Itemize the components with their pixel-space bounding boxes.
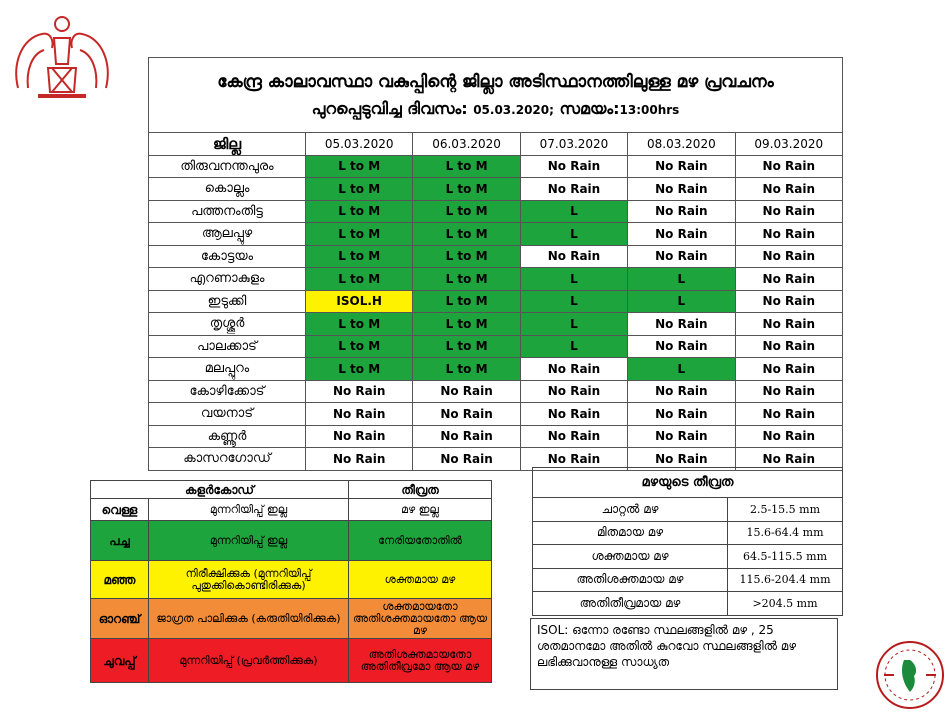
color-code-meaning: നിരീക്ഷിക്കുക (മുന്നറിയിപ്പ് പുതുക്കികൊണ്ടിരിക്കുക): [149, 561, 349, 599]
forecast-cell: L to M: [306, 155, 413, 178]
forecast-cell: L to M: [413, 290, 520, 313]
date-header: 08.03.2020: [628, 133, 735, 156]
district-forecast-panel: [148, 57, 843, 471]
forecast-row: [149, 268, 843, 291]
ksdma-logo: [874, 638, 946, 712]
rain-intensity-label: ചാറ്റൽ മഴ: [533, 498, 728, 522]
rain-intensity-row: [533, 568, 843, 592]
rain-intensity-range: 115.6-204.4 mm: [728, 568, 843, 592]
forecast-cell: L to M: [413, 155, 520, 178]
forecast-cell: No Rain: [735, 290, 842, 313]
forecast-cell: No Rain: [735, 335, 842, 358]
district-name: പത്തനംതിട്ട: [149, 200, 306, 223]
color-code-name: ചുവപ്പ്: [91, 639, 149, 683]
time-unit: hrs: [657, 103, 680, 117]
forecast-cell: No Rain: [628, 200, 735, 223]
rain-intensity-row: [533, 545, 843, 569]
forecast-cell: L: [628, 268, 735, 291]
forecast-subtitle: [149, 92, 842, 121]
date-header: 05.03.2020: [306, 133, 413, 156]
issued-label: പുറപ്പെടുവിച്ച ദിവസം:: [311, 99, 468, 118]
forecast-cell: No Rain: [735, 448, 842, 471]
forecast-cell: L to M: [306, 335, 413, 358]
forecast-row: [149, 155, 843, 178]
district-column-header: ജില്ല: [149, 133, 306, 156]
rain-intensity-range: 64.5-115.5 mm: [728, 545, 843, 569]
forecast-cell: No Rain: [628, 178, 735, 201]
forecast-cell: No Rain: [735, 425, 842, 448]
district-name: മലപ്പുറം: [149, 358, 306, 381]
color-code-row: [91, 499, 492, 521]
district-name: കാസറഗോഡ്: [149, 448, 306, 471]
color-code-intensity: ശക്തമായ മഴ: [349, 561, 492, 599]
forecast-cell: L to M: [413, 223, 520, 246]
forecast-row: [149, 425, 843, 448]
color-code-header: കളർകോഡ്: [91, 481, 349, 499]
color-code-intensity: ശക്തമായതോ അതിശക്തമായതോ ആയ മഴ: [349, 599, 492, 639]
forecast-cell: L to M: [413, 335, 520, 358]
date-header: 06.03.2020: [413, 133, 520, 156]
forecast-cell: L to M: [306, 245, 413, 268]
forecast-cell: No Rain: [520, 155, 627, 178]
color-code-row: [91, 561, 492, 599]
color-code-name: മഞ്ഞ: [91, 561, 149, 599]
district-name: കോഴിക്കോട്: [149, 380, 306, 403]
forecast-cell: L: [520, 223, 627, 246]
forecast-cell: No Rain: [306, 403, 413, 426]
district-name: പാലക്കാട്: [149, 335, 306, 358]
forecast-row: [149, 335, 843, 358]
forecast-cell: L to M: [413, 358, 520, 381]
district-name: കോട്ടയം: [149, 245, 306, 268]
forecast-cell: ISOL.H: [306, 290, 413, 313]
forecast-cell: No Rain: [520, 448, 627, 471]
forecast-cell: No Rain: [413, 403, 520, 426]
forecast-cell: L to M: [306, 358, 413, 381]
forecast-cell: No Rain: [520, 358, 627, 381]
forecast-cell: No Rain: [413, 380, 520, 403]
district-name: തൃശ്ശൂർ: [149, 313, 306, 336]
forecast-cell: No Rain: [735, 358, 842, 381]
forecast-cell: No Rain: [735, 268, 842, 291]
rain-intensity-range: 2.5-15.5 mm: [728, 498, 843, 522]
date-header: 07.03.2020: [520, 133, 627, 156]
forecast-cell: L to M: [413, 200, 520, 223]
forecast-cell: L to M: [413, 268, 520, 291]
forecast-cell: No Rain: [735, 313, 842, 336]
district-name: ഇടുക്കി: [149, 290, 306, 313]
forecast-row: [149, 223, 843, 246]
forecast-row: [149, 358, 843, 381]
district-name: വയനാട്: [149, 403, 306, 426]
district-name: ആലപ്പുഴ: [149, 223, 306, 246]
time-value: 13:00: [619, 103, 658, 117]
color-code-table: [90, 480, 492, 683]
district-name: എറണാകുളം: [149, 268, 306, 291]
forecast-cell: L to M: [306, 200, 413, 223]
forecast-row: [149, 245, 843, 268]
forecast-cell: L: [628, 290, 735, 313]
forecast-cell: No Rain: [735, 155, 842, 178]
forecast-cell: No Rain: [520, 380, 627, 403]
forecast-cell: L: [520, 313, 627, 336]
forecast-table: [148, 132, 843, 471]
color-code-intensity: അതിശക്തമായതോ അതിതീവ്രമോ ആയ മഴ: [349, 639, 492, 683]
color-code-row: [91, 639, 492, 683]
forecast-header: [148, 57, 843, 132]
forecast-cell: L: [628, 358, 735, 381]
rain-intensity-row: [533, 498, 843, 522]
forecast-cell: L: [520, 268, 627, 291]
forecast-table-body: [149, 155, 843, 470]
rain-intensity-row: [533, 592, 843, 616]
forecast-row: [149, 178, 843, 201]
color-code-row: [91, 599, 492, 639]
forecast-cell: No Rain: [520, 178, 627, 201]
rain-intensity-body: [533, 498, 843, 616]
forecast-cell: No Rain: [306, 425, 413, 448]
forecast-cell: L to M: [306, 223, 413, 246]
forecast-cell: No Rain: [628, 403, 735, 426]
forecast-cell: No Rain: [735, 223, 842, 246]
rain-intensity-header-row: [533, 468, 843, 498]
color-code-meaning: ജാഗ്രത പാലിക്കുക (കരുതിയിരിക്കുക): [149, 599, 349, 639]
district-name: തിരുവനന്തപുരം: [149, 155, 306, 178]
forecast-cell: No Rain: [306, 448, 413, 471]
rain-intensity-label: അതിശക്തമായ മഴ: [533, 568, 728, 592]
forecast-cell: No Rain: [413, 448, 520, 471]
forecast-cell: No Rain: [628, 335, 735, 358]
forecast-cell: L to M: [306, 268, 413, 291]
forecast-cell: No Rain: [735, 178, 842, 201]
kerala-emblem-logo: [8, 8, 116, 100]
forecast-cell: No Rain: [735, 380, 842, 403]
forecast-header-row: [149, 133, 843, 156]
forecast-cell: No Rain: [735, 200, 842, 223]
forecast-cell: L to M: [413, 178, 520, 201]
color-code-header-row: [91, 481, 492, 499]
color-code-intensity: മഴ ഇല്ല: [349, 499, 492, 521]
time-label: സമയം:: [559, 99, 620, 118]
forecast-cell: No Rain: [520, 245, 627, 268]
forecast-cell: L to M: [413, 313, 520, 336]
color-code-intensity: നേരിയതോതിൽ: [349, 521, 492, 561]
rain-intensity-label: മിതമായ മഴ: [533, 521, 728, 545]
forecast-cell: No Rain: [628, 448, 735, 471]
forecast-cell: No Rain: [628, 155, 735, 178]
forecast-cell: No Rain: [520, 403, 627, 426]
forecast-row: [149, 313, 843, 336]
forecast-cell: No Rain: [628, 245, 735, 268]
district-name: കൊല്ലം: [149, 178, 306, 201]
forecast-cell: L to M: [413, 245, 520, 268]
color-code-meaning: മുന്നറിയിപ്പ് (പ്രവർത്തിക്കുക): [149, 639, 349, 683]
color-code-meaning: മുന്നറിയിപ്പ് ഇല്ല: [149, 521, 349, 561]
rain-intensity-label: അതിതീവ്രമായ മഴ: [533, 592, 728, 616]
forecast-cell: No Rain: [628, 425, 735, 448]
district-name: കണ്ണൂർ: [149, 425, 306, 448]
rain-intensity-range: >204.5 mm: [728, 592, 843, 616]
forecast-cell: No Rain: [520, 425, 627, 448]
color-code-row: [91, 521, 492, 561]
rain-intensity-table: [532, 467, 843, 616]
forecast-row: [149, 380, 843, 403]
intensity-header: തീവ്രത: [349, 481, 492, 499]
forecast-cell: No Rain: [735, 245, 842, 268]
forecast-cell: L: [520, 290, 627, 313]
color-code-body: [91, 499, 492, 683]
forecast-cell: L: [520, 200, 627, 223]
rain-intensity-title: മഴയുടെ തീവ്രത: [533, 468, 843, 498]
forecast-cell: No Rain: [628, 313, 735, 336]
rain-intensity-row: [533, 521, 843, 545]
forecast-row: [149, 200, 843, 223]
color-code-meaning: മുന്നറിയിപ്പ് ഇല്ല: [149, 499, 349, 521]
forecast-title: കേന്ദ്ര കാലാവസ്ഥാ വകുപ്പിന്റെ ജില്ലാ അടിസ്ഥാനത്തിലുള്ള മഴ പ്രവചനം: [217, 72, 774, 92]
forecast-cell: No Rain: [735, 403, 842, 426]
rain-intensity-label: ശക്തമായ മഴ: [533, 545, 728, 569]
forecast-cell: No Rain: [628, 380, 735, 403]
color-code-name: വെള്ള: [91, 499, 149, 521]
isol-note: ISOL: ഒന്നോ രണ്ടോ സ്ഥലങ്ങളിൽ മഴ , 25 ശതമാനമോ അതിൽ കുറവോ സ്ഥലങ്ങളിൽ മഴ ലഭിക്കുവാനുള്ള സാധ്യത: [530, 618, 838, 690]
forecast-cell: L to M: [306, 313, 413, 336]
color-code-name: പച്ച: [91, 521, 149, 561]
forecast-row: [149, 290, 843, 313]
forecast-cell: No Rain: [628, 223, 735, 246]
date-header: 09.03.2020: [735, 133, 842, 156]
forecast-cell: L to M: [306, 178, 413, 201]
color-code-name: ഓറഞ്ച്: [91, 599, 149, 639]
forecast-cell: No Rain: [306, 380, 413, 403]
rain-intensity-range: 15.6-64.4 mm: [728, 521, 843, 545]
issued-date: 05.03.2020;: [473, 103, 554, 117]
forecast-row: [149, 403, 843, 426]
forecast-cell: L: [520, 335, 627, 358]
forecast-cell: No Rain: [413, 425, 520, 448]
